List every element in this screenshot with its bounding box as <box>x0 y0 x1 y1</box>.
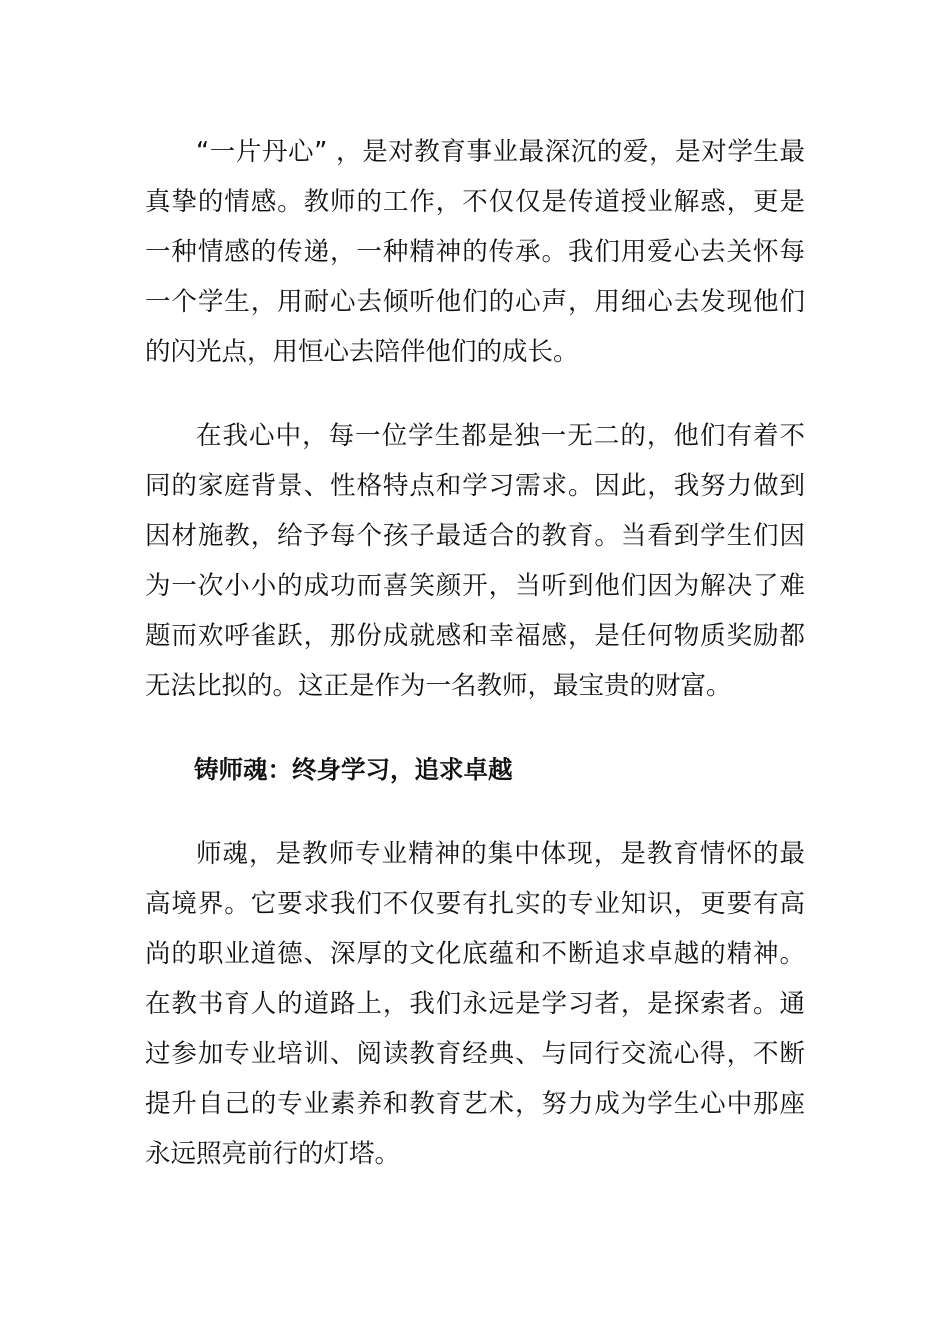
document-body <box>145 127 805 1179</box>
paragraph-teacher-soul: 师魂，是教师专业精神的集中体现，是教育情怀的最高境界。它要求我们不仅要有扎实的专业知识，更要有高尚的职业道德、深厚的文化底蕴和不断追求卓越的精神。在教书育人的道路上，我们永远是学习者，是探索者。通过参加专业培训、阅读教育经典、与同行交流心得，不断提升自己的专业素养和教育艺术，努力成为学生心中那座永远照亮前行的灯塔。 <box>145 839 805 1169</box>
paragraph-students: 在我心中，每一位学生都是独一无二的，他们有着不同的家庭背景、性格特点和学习需求。因此，我努力做到因材施教，给予每个孩子最适合的教育。当看到学生们因为一次小小的成功而喜笑颜开，当听到他们因为解决了难题而欢呼雀跃，那份成就感和幸福感，是任何物质奖励都无法比拟的。这正是作为一名教师，最宝贵的财富。 <box>145 421 805 701</box>
paragraph-dedication: “一片丹心” ，是对教育事业最深沉的爱，是对学生最真挚的情感。教师的工作，不仅仅是传道授业解惑，更是一种情感的传递，一种精神的传承。我们用爱心去关怀每一个学生，用耐心去倾听他们的心声，用细心去发现他们的闪光点，用恒心去陪伴他们的成长。 <box>145 137 805 367</box>
section-heading: 铸师魂：终身学习，追求卓越 <box>194 755 513 784</box>
